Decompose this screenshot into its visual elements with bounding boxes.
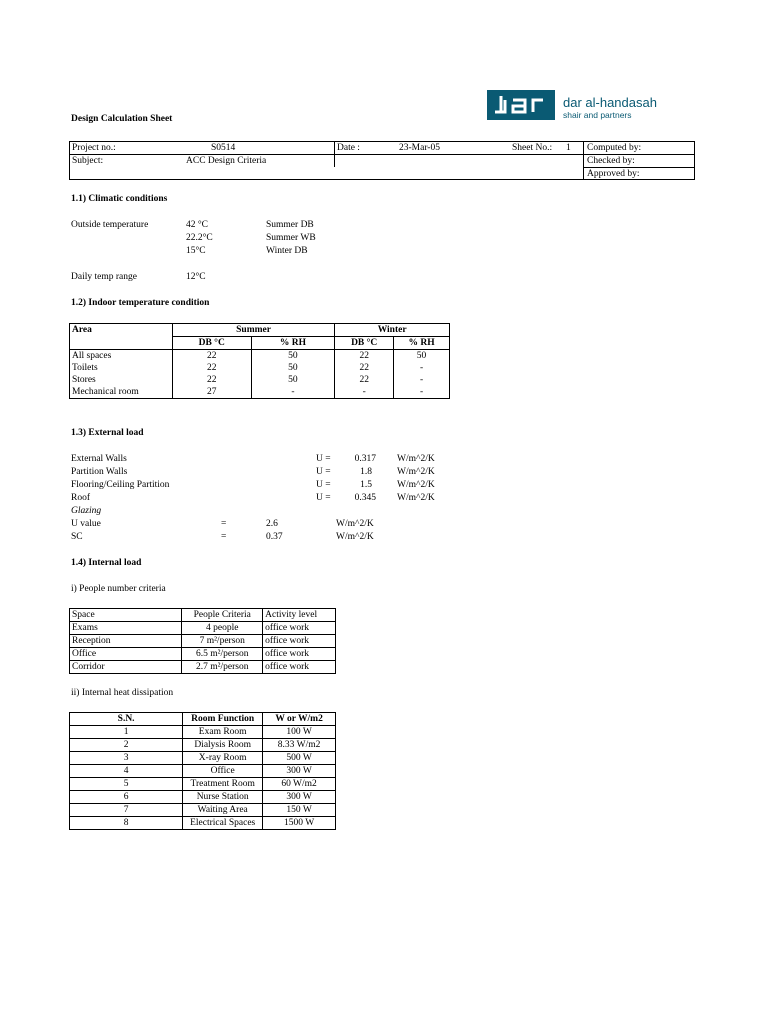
table-cell: 22: [335, 350, 394, 363]
date-value: 23-Mar-05: [399, 143, 440, 153]
table-cell: -: [394, 374, 450, 386]
u-symbol: U =: [316, 493, 331, 503]
u-value: 0.317: [354, 454, 376, 464]
table-cell: 22: [172, 362, 251, 374]
column-header: S.N.: [70, 713, 183, 726]
glazing-symbol: =: [221, 532, 227, 542]
table-cell: Office: [183, 765, 263, 778]
computed-by-label: Computed by:: [587, 143, 642, 153]
column-header: Room Function: [183, 713, 263, 726]
sheet-title: Design Calculation Sheet: [71, 114, 173, 124]
column-header: % RH: [394, 337, 450, 350]
internal-heading: 1.4) Internal load: [71, 558, 142, 568]
column-header: People Criteria: [182, 609, 263, 622]
glazing-unit: W/m^2/K: [336, 532, 374, 542]
sheet-no-label: Sheet No.:: [512, 143, 553, 153]
table-cell: 6.5 m²/person: [182, 648, 263, 661]
table-row: [70, 635, 336, 648]
table-cell: 5: [70, 778, 183, 791]
table-cell: 22: [172, 350, 251, 363]
external-label: Roof: [71, 493, 90, 503]
table-cell: office work: [263, 648, 336, 661]
table-row: [70, 765, 336, 778]
table-row: [70, 362, 450, 374]
table-cell: Waiting Area: [183, 804, 263, 817]
daily-range-value: 12°C: [186, 272, 206, 282]
empty-cell: [70, 337, 173, 350]
table-row: [70, 804, 336, 817]
area-header: Area: [70, 324, 173, 337]
u-value: 0.345: [354, 493, 376, 503]
table-row: [70, 817, 336, 830]
climatic-desc: Winter DB: [266, 246, 308, 256]
external-heading: 1.3) External load: [71, 428, 144, 438]
table-cell: 300 W: [263, 791, 336, 804]
subject-value: ACC Design Criteria: [186, 156, 267, 166]
external-label: Partition Walls: [71, 467, 128, 477]
glazing-label: Glazing: [71, 506, 102, 516]
glazing-value: 2.6: [266, 519, 278, 529]
header-divider: [583, 167, 695, 168]
table-row: [70, 386, 450, 399]
table-header-row: [70, 713, 336, 726]
glazing-row-label: U value: [71, 519, 101, 529]
company-logo-text: [563, 96, 657, 120]
people-criteria-heading: i) People number criteria: [71, 584, 166, 594]
table-row: [70, 374, 450, 386]
column-header: Activity level: [263, 609, 336, 622]
table-cell: 60 W/m2: [263, 778, 336, 791]
area-cell: Stores: [70, 374, 173, 386]
summer-header: Summer: [172, 324, 334, 337]
subject-label: Subject:: [72, 156, 104, 166]
heat-dissipation-table: [69, 712, 336, 830]
table-cell: Exams: [70, 622, 182, 635]
table-cell: 300 W: [263, 765, 336, 778]
table-row: [70, 791, 336, 804]
table-cell: 50: [251, 362, 335, 374]
table-cell: 150 W: [263, 804, 336, 817]
table-cell: 4 people: [182, 622, 263, 635]
table-cell: 50: [251, 350, 335, 363]
area-cell: Toilets: [70, 362, 173, 374]
table-row: [70, 778, 336, 791]
table-cell: Exam Room: [183, 726, 263, 739]
table-row: [70, 661, 336, 674]
u-unit: W/m^2/K: [397, 480, 435, 490]
table-cell: 27: [172, 386, 251, 399]
table-cell: 2: [70, 739, 183, 752]
logo-mark-icon: [487, 90, 555, 120]
table-cell: 2.7 m²/person: [182, 661, 263, 674]
table-cell: 7 m²/person: [182, 635, 263, 648]
table-cell: 22: [172, 374, 251, 386]
winter-header: Winter: [335, 324, 450, 337]
table-cell: 4: [70, 765, 183, 778]
glazing-unit: W/m^2/K: [336, 519, 374, 529]
u-unit: W/m^2/K: [397, 467, 435, 477]
header-divider: [583, 141, 584, 180]
table-header-row: [70, 609, 336, 622]
approved-by-label: Approved by:: [587, 169, 640, 179]
table-row: [70, 350, 450, 363]
table-cell: 8: [70, 817, 183, 830]
table-cell: 7: [70, 804, 183, 817]
area-cell: All spaces: [70, 350, 173, 363]
column-header: W or W/m2: [263, 713, 336, 726]
table-cell: 6: [70, 791, 183, 804]
header-divider: [334, 141, 335, 167]
table-cell: 50: [394, 350, 450, 363]
people-criteria-table: [69, 608, 336, 674]
column-header: DB °C: [335, 337, 394, 350]
table-cell: office work: [263, 622, 336, 635]
glazing-symbol: =: [221, 519, 227, 529]
project-no-value: S0514: [211, 143, 236, 153]
table-cell: 22: [335, 374, 394, 386]
table-row: [70, 739, 336, 752]
table-cell: Electrical Spaces: [183, 817, 263, 830]
u-unit: W/m^2/K: [397, 454, 435, 464]
glazing-row-label: SC: [71, 532, 83, 542]
table-cell: Office: [70, 648, 182, 661]
table-row: [70, 752, 336, 765]
table-cell: -: [335, 386, 394, 399]
table-row: [70, 726, 336, 739]
table-cell: 22: [335, 362, 394, 374]
climatic-desc: Summer DB: [266, 220, 314, 230]
area-cell: Mechanical room: [70, 386, 173, 399]
table-cell: Corridor: [70, 661, 182, 674]
table-cell: 8.33 W/m2: [263, 739, 336, 752]
external-label: Flooring/Ceiling Partition: [71, 480, 170, 490]
column-header: DB °C: [172, 337, 251, 350]
table-cell: 3: [70, 752, 183, 765]
indoor-heading: 1.2) Indoor temperature condition: [71, 298, 210, 308]
table-cell: Treatment Room: [183, 778, 263, 791]
table-cell: X-ray Room: [183, 752, 263, 765]
table-cell: 50: [251, 374, 335, 386]
sheet-no-value: 1: [566, 143, 571, 153]
u-symbol: U =: [316, 467, 331, 477]
date-label: Date :: [337, 143, 360, 153]
brand-name: dar al-handasah: [563, 95, 657, 110]
table-cell: Reception: [70, 635, 182, 648]
table-cell: 1: [70, 726, 183, 739]
header-divider: [69, 154, 695, 155]
brand-subtitle: shair and partners: [563, 110, 632, 120]
table-cell: Dialysis Room: [183, 739, 263, 752]
table-subheader-row: [70, 337, 450, 350]
indoor-conditions-table: [69, 323, 450, 399]
glazing-value: 0.37: [266, 532, 283, 542]
checked-by-label: Checked by:: [587, 156, 635, 166]
column-header: Space: [70, 609, 182, 622]
table-cell: 500 W: [263, 752, 336, 765]
table-cell: -: [394, 362, 450, 374]
daily-range-label: Daily temp range: [71, 272, 137, 282]
table-cell: -: [251, 386, 335, 399]
heat-dissipation-heading: ii) Internal heat dissipation: [71, 688, 174, 698]
u-unit: W/m^2/K: [397, 493, 435, 503]
u-symbol: U =: [316, 454, 331, 464]
climatic-value: 22.2°C: [186, 233, 213, 243]
column-header: % RH: [251, 337, 335, 350]
table-row: [70, 648, 336, 661]
climatic-heading: 1.1) Climatic conditions: [71, 194, 168, 204]
project-no-label: Project no.:: [72, 143, 116, 153]
table-row: [70, 622, 336, 635]
table-cell: 100 W: [263, 726, 336, 739]
external-label: External Walls: [71, 454, 127, 464]
u-symbol: U =: [316, 480, 331, 490]
table-cell: Nurse Station: [183, 791, 263, 804]
table-cell: office work: [263, 635, 336, 648]
climatic-desc: Summer WB: [266, 233, 316, 243]
outside-temp-label: Outside temperature: [71, 220, 149, 230]
climatic-value: 42 °C: [186, 220, 209, 230]
company-logo-mark: [487, 90, 555, 120]
u-value: 1.5: [360, 480, 372, 490]
table-cell: office work: [263, 661, 336, 674]
table-cell: -: [394, 386, 450, 399]
climatic-value: 15°C: [186, 246, 206, 256]
u-value: 1.8: [360, 467, 372, 477]
table-cell: 1500 W: [263, 817, 336, 830]
table-header-row: [70, 324, 450, 337]
